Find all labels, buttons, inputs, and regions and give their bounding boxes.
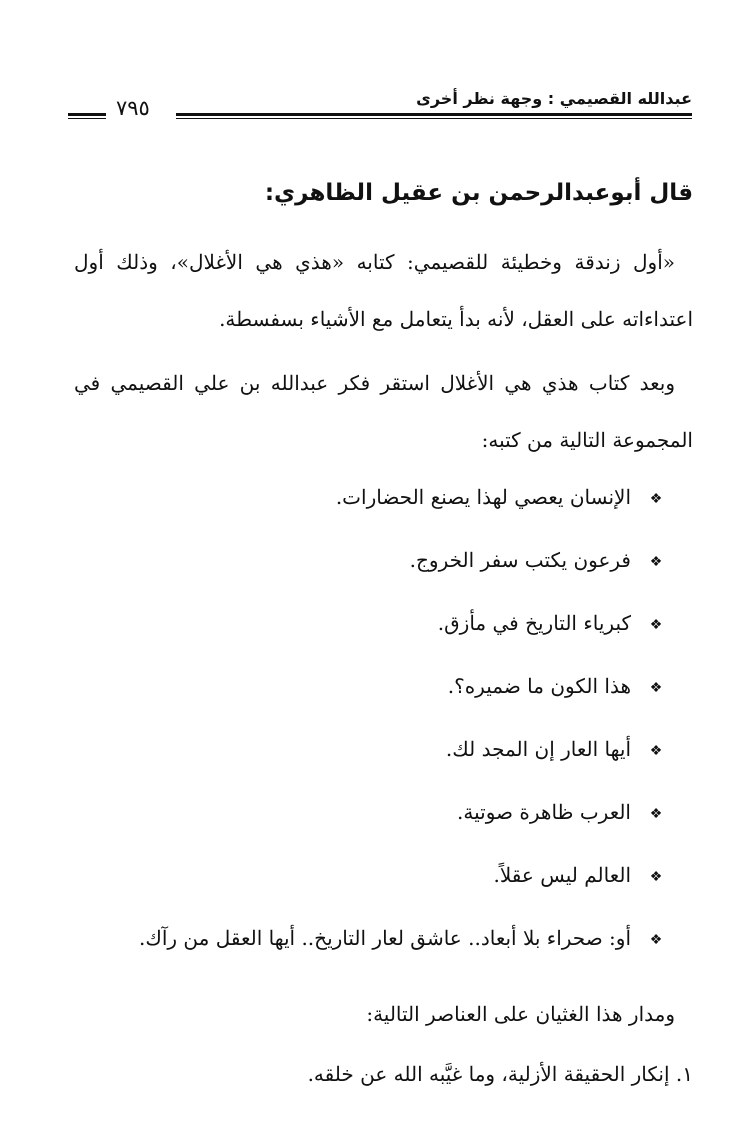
list-item: [74, 844, 693, 907]
book-list: [74, 466, 693, 970]
paragraph-first-heresy: «أول زندقة وخطيئة للقصيمي: كتابه «هذي هي الأغلال»، وذلك أول اعتداءاته على العقل، لأنه بدأ يتعامل مع الأشياء بسفسطة.: [74, 250, 693, 331]
section-heading: قال أبوعبدالرحمن بن عقيل الظاهري:: [264, 180, 693, 206]
diamond-bullet-icon: ❖: [649, 680, 663, 696]
numbered-list-item: [308, 1046, 693, 1103]
list-item: [74, 592, 693, 655]
book-title: كبرياء التاريخ في مأزق.: [437, 611, 631, 635]
book-title: العرب ظاهرة صوتية.: [457, 800, 631, 824]
item-text: إنكار الحقيقة الأزلية، وما غيَّبه الله عن خلقه.: [307, 1062, 670, 1086]
page-number-rule: [68, 113, 106, 116]
list-item: [74, 529, 693, 592]
page-number: ٧٩٥: [116, 96, 150, 120]
diamond-bullet-icon: ❖: [649, 491, 663, 507]
book-title: أو: صحراء بلا أبعاد.. عاشق لعار التاريخ.. أيها العقل من رآك.: [139, 926, 631, 950]
running-header: [68, 88, 692, 128]
diamond-bullet-icon: ❖: [649, 743, 663, 759]
paragraph-elements-intro: ومدار هذا الغثيان على العناصر التالية:: [366, 1002, 675, 1026]
paragraph-books-intro: وبعد كتاب هذي هي الأغلال استقر فكر عبدالله بن علي القصيمي في المجموعة التالية من كتبه:: [74, 371, 693, 452]
book-title: هذا الكون ما ضميره؟.: [447, 674, 631, 698]
item-number: ١.: [675, 1062, 693, 1086]
diamond-bullet-icon: ❖: [649, 869, 663, 885]
list-item: [74, 466, 693, 529]
book-title: أيها العار إن المجد لك.: [445, 737, 631, 761]
diamond-bullet-icon: ❖: [649, 554, 663, 570]
list-item: [74, 907, 693, 970]
list-item: [74, 781, 693, 844]
list-item: [74, 655, 693, 718]
book-title: العالم ليس عقلاً.: [493, 863, 631, 887]
running-title: عبدالله القصيمي : وجهة نظر أخرى: [416, 89, 692, 108]
book-title: فرعون يكتب سفر الخروج.: [409, 548, 631, 572]
diamond-bullet-icon: ❖: [649, 806, 663, 822]
list-item: [74, 718, 693, 781]
diamond-bullet-icon: ❖: [649, 932, 663, 948]
header-rule: [176, 113, 692, 116]
diamond-bullet-icon: ❖: [649, 617, 663, 633]
book-title: الإنسان يعصي لهذا يصنع الحضارات.: [335, 485, 631, 509]
